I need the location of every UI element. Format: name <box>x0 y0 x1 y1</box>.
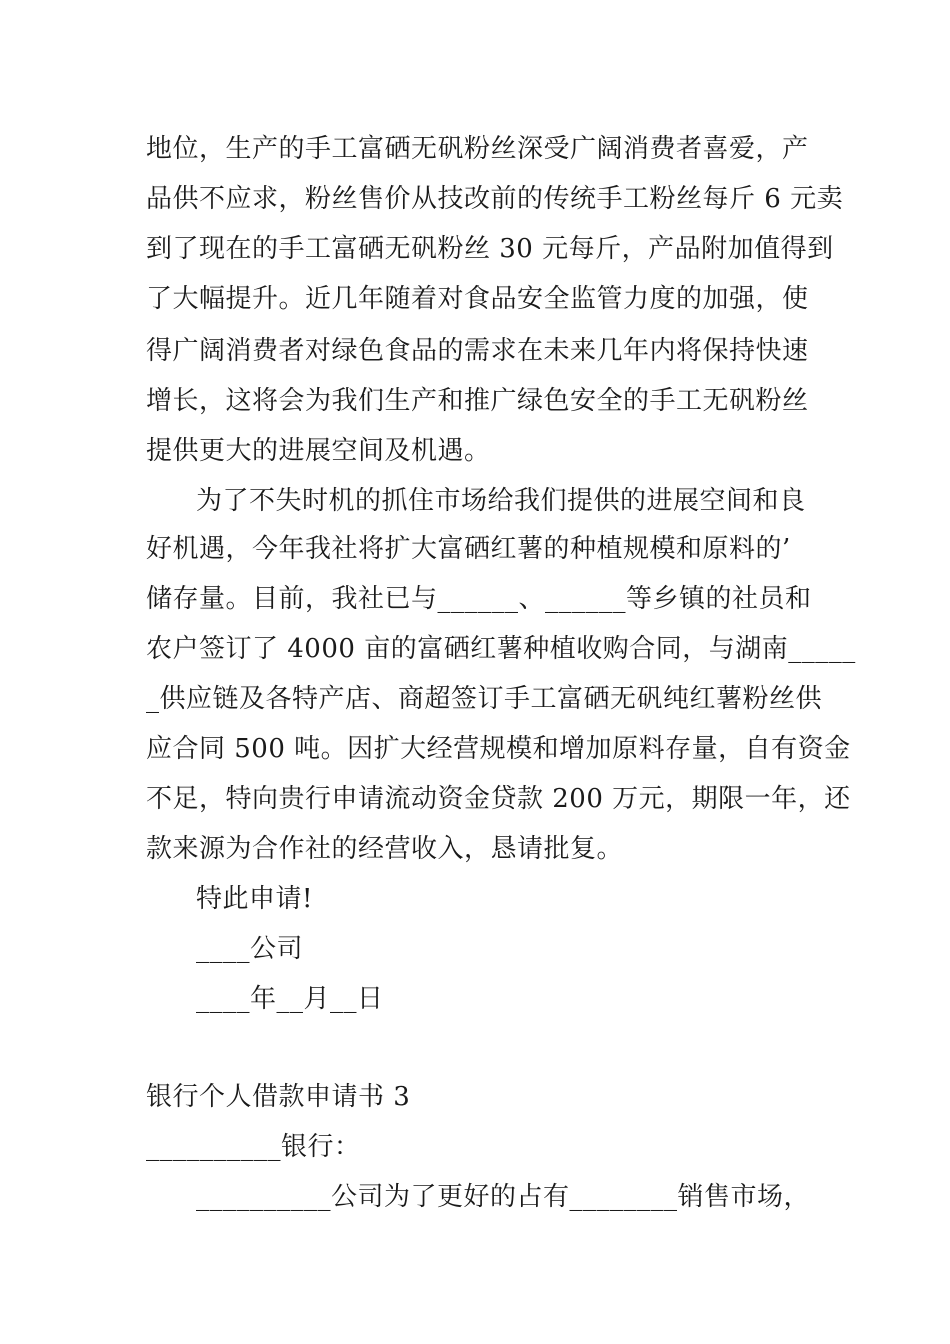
paragraph-1-line-3: 到了现在的手工富硒无矾粉丝 30 元每斤，产品附加值得到 <box>146 234 834 264</box>
paragraph-2-line-6: 应合同 500 吨。因扩大经营规模和增加原料存量，自有资金 <box>146 734 851 764</box>
paragraph-2-line-5: _供应链及各特产店、商超签订手工富硒无矾纯红薯粉丝供 <box>146 684 823 714</box>
paragraph-2-line-2: 好机遇，今年我社将扩大富硒红薯的种植规模和原料的’ <box>146 534 791 564</box>
closing-date: ____年__月__日 <box>196 984 384 1014</box>
paragraph-1-line-6: 增长，这将会为我们生产和推广绿色安全的手工无矾粉丝 <box>146 386 809 416</box>
closing-company: ____公司 <box>196 934 304 964</box>
paragraph-1-line-2: 品供不应求，粉丝售价从技改前的传统手工粉丝每斤 6 元卖 <box>146 184 844 214</box>
paragraph-2-line-1: 为了不失时机的抓住市场给我们提供的进展空间和良 <box>196 486 806 516</box>
paragraph-1-line-5: 得广阔消费者对绿色食品的需求在未来几年内将保持快速 <box>146 336 809 366</box>
paragraph-2-line-7: 不足，特向贵行申请流动资金贷款 200 万元，期限一年，还 <box>146 784 851 814</box>
closing-statement: 特此申请! <box>196 884 313 914</box>
paragraph-1-line-1: 地位，生产的手工富硒无矾粉丝深受广阔消费者喜爱，产 <box>146 134 809 164</box>
section-3-title: 银行个人借款申请书 3 <box>146 1082 411 1112</box>
paragraph-1-line-7: 提供更大的进展空间及机遇。 <box>146 436 491 466</box>
section-3-salutation: __________银行： <box>146 1132 361 1162</box>
paragraph-1-line-4: 了大幅提升。近几年随着对食品安全监管力度的加强，使 <box>146 284 809 314</box>
paragraph-2-line-3: 储存量。目前，我社已与______、______等乡镇的社员和 <box>146 584 812 614</box>
paragraph-2-line-4: 农户签订了 4000 亩的富硒红薯种植收购合同，与湖南_____ <box>146 634 856 664</box>
section-3-first-line: __________公司为了更好的占有________销售市场， <box>196 1182 811 1212</box>
paragraph-2-line-8: 款来源为合作社的经营收入，恳请批复。 <box>146 834 624 864</box>
